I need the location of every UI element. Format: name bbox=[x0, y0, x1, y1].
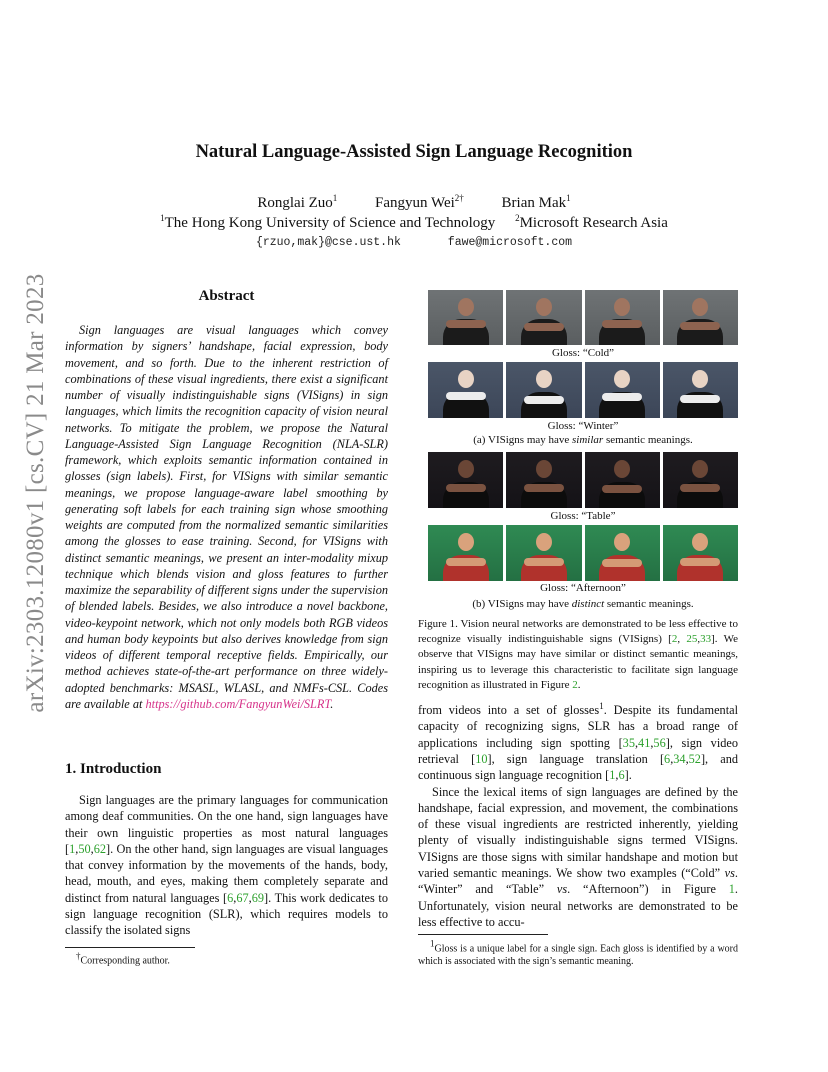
video-frame bbox=[585, 290, 660, 345]
email-list bbox=[0, 236, 828, 249]
paper-title: Natural Language-Assisted Sign Language Recognition bbox=[195, 142, 633, 162]
author-1: Ronglai Zuo$^1$ bbox=[257, 193, 338, 211]
footnote-gloss: $^1$Gloss is a unique label for a single sign. Each gloss is identified by a word which is associated with the sign’s semantic meaning. bbox=[418, 939, 738, 968]
author-list bbox=[0, 193, 828, 212]
paragraph: from videos into a set of glosses$^1$. Despite its fundamental capacity of recognizing signs, SLR has a broad range of applications including sign spotting [35,41,56], sign video retrieval [10], sign language translation [6,34,52], and continuous sign language recognition [1,6]. bbox=[418, 701, 739, 783]
figure-row-afternoon bbox=[428, 525, 738, 581]
video-frame bbox=[506, 452, 581, 508]
section-heading-introduction: 1. Introduction bbox=[65, 761, 162, 777]
email-1: {rzuo,mak}@cse.ust.hk bbox=[255, 236, 401, 249]
citation[interactable]: 62 bbox=[93, 841, 107, 856]
subfigure-caption-b: (b) VISigns may have distinct semantic meanings. bbox=[472, 598, 694, 610]
video-frame bbox=[585, 362, 660, 418]
paragraph: Since the lexical items of sign languages are defined by the handshape, facial expression, and movement, the combinations of these visual ingredients are restricted inherently, yielding plenty of visually indistinguishable signs termed VISigns. VISigns are those signs with similar handshape and motion but varied semantic meanings. We show two examples (“Cold” vs. “Winter” and “Table” vs. “Afternoon”) in Figure 1. Unfortunately, vision neural networks are demonstrated to be less effective to accu- bbox=[418, 784, 738, 929]
affiliation-1: $^1$The Hong Kong University of Science and Technology bbox=[160, 213, 496, 231]
video-frame bbox=[506, 525, 581, 581]
citation[interactable]: 50 bbox=[78, 841, 91, 856]
affiliation-2: $^2$Microsoft Research Asia bbox=[515, 213, 668, 231]
arxiv-stamp bbox=[20, 273, 52, 713]
abstract-body: Sign languages are visual languages which convey information by signers’ handshape, facial expression, body movement, and so forth. Due to the inherent restriction of combinations of these visual ingredients, there exist a significant number of visually indistinguishable signs (VISigns) in sign languages, which limits the recognition capacity of vision neural networks. To mitigate the problem, we propose the Natural Language-Assisted Sign Language Recognition (NLA-SLR) framework, which exploits semantic information contained in glosses (sign labels). First, for VISigns with similar semantic meanings, we propose language-aware label smoothing by generating soft labels for each training sign whose smoothing weights are computed from the normalized semantic similarities among the glosses to ease training. Second, for VISigns with distinct semantic meanings, we present an inter-modality mixup technique which blends vision and gloss features to further maximize the separability of different signs under the supervision of blended labels. Besides, we also introduce a novel backbone, video-keypoint network, which not only models both RGB videos and human body keypoints but also derives knowledge from sign videos of different temporal receptive fields. Empirically, our method achieves state-of-the-art performance on three widely-adopted benchmarks: MSASL, WLASL, and NMFs-CSL. Codes are available at https://github.com/FangyunWei/SLRT. bbox=[65, 323, 388, 711]
citation[interactable]: 41 bbox=[638, 735, 651, 750]
video-frame bbox=[585, 452, 660, 508]
citation[interactable]: 25 bbox=[686, 633, 698, 646]
gloss-label-afternoon: Gloss: “Afternoon” bbox=[540, 582, 626, 594]
citation[interactable]: 52 bbox=[688, 751, 701, 766]
video-frame bbox=[663, 452, 738, 508]
citation[interactable]: 6 bbox=[618, 768, 625, 783]
citation[interactable]: 6 bbox=[664, 751, 671, 766]
intro-paragraph: Sign languages are the primary languages for communication among deaf communities. On the one hand, sign languages have their own linguistic properties as most natural languages [1,50,62]. On the other hand, sign languages are visual languages that convey information by the movements of the hands, body, head, mouth, and eyes, making them completely separate and distinct from natural languages [6,67,69]. This work dedicates to sign language recognition (SLR), which requires models to classify the isolated signs bbox=[65, 793, 388, 938]
citation[interactable]: 69 bbox=[251, 890, 265, 905]
footnote-corresponding: †Corresponding author. bbox=[76, 951, 170, 967]
footnote-rule bbox=[418, 934, 548, 935]
code-link[interactable]: https://github.com/FangyunWei/SLRT bbox=[145, 696, 331, 711]
arxiv-stamp-text: arXiv:2303.12080v1 [cs.CV] 21 Mar 2023 bbox=[22, 273, 49, 713]
gloss-label-table: Gloss: “Table” bbox=[550, 510, 616, 522]
video-frame bbox=[506, 290, 581, 345]
figure-ref[interactable]: 1 bbox=[728, 882, 735, 897]
video-frame bbox=[585, 525, 660, 581]
right-column-text bbox=[418, 698, 738, 930]
figure-row-winter bbox=[428, 362, 738, 418]
affiliations bbox=[0, 213, 828, 232]
figure-ref[interactable]: 2 bbox=[572, 678, 578, 691]
citation[interactable]: 56 bbox=[653, 735, 666, 750]
gloss-label-winter: Gloss: “Winter” bbox=[547, 420, 619, 432]
citation[interactable]: 6 bbox=[227, 890, 234, 905]
abstract-heading: Abstract bbox=[198, 288, 255, 304]
gloss-label-cold: Gloss: “Cold” bbox=[551, 347, 615, 359]
citation[interactable]: 34 bbox=[673, 751, 686, 766]
video-frame bbox=[428, 452, 503, 508]
subfigure-caption-a: (a) VISigns may have similar semantic meanings. bbox=[473, 434, 693, 446]
figure-caption: Figure 1. Vision neural networks are demonstrated to be less effective to recognize visually indistinguishable signs (VISigns) [2, 25,33]. We observe that VISigns may have similar or distinct semantic meanings, inspiring us to leverage this characteristic to facilitate sign language recognition as illustrated in Figure 2. bbox=[418, 618, 738, 691]
citation[interactable]: 1 bbox=[609, 768, 616, 783]
citation[interactable]: 35 bbox=[622, 735, 635, 750]
figure-row-cold bbox=[428, 290, 738, 345]
citation[interactable]: 33 bbox=[700, 633, 712, 646]
figure-row-table bbox=[428, 452, 738, 508]
video-frame bbox=[428, 525, 503, 581]
citation[interactable]: 10 bbox=[475, 751, 488, 766]
video-frame bbox=[663, 525, 738, 581]
video-frame bbox=[663, 362, 738, 418]
footnote-rule bbox=[65, 947, 195, 948]
author-2: Fangyun Wei$^{2\dagger}$ bbox=[375, 193, 464, 211]
citation[interactable]: 67 bbox=[236, 890, 249, 905]
video-frame bbox=[506, 362, 581, 418]
email-2: fawe@microsoft.com bbox=[447, 236, 573, 249]
citation[interactable]: 1 bbox=[69, 841, 76, 856]
citation[interactable]: 2 bbox=[671, 633, 678, 646]
video-frame bbox=[428, 290, 503, 345]
video-frame bbox=[663, 290, 738, 345]
video-frame bbox=[428, 362, 503, 418]
author-3: Brian Mak$^1$ bbox=[501, 193, 571, 211]
